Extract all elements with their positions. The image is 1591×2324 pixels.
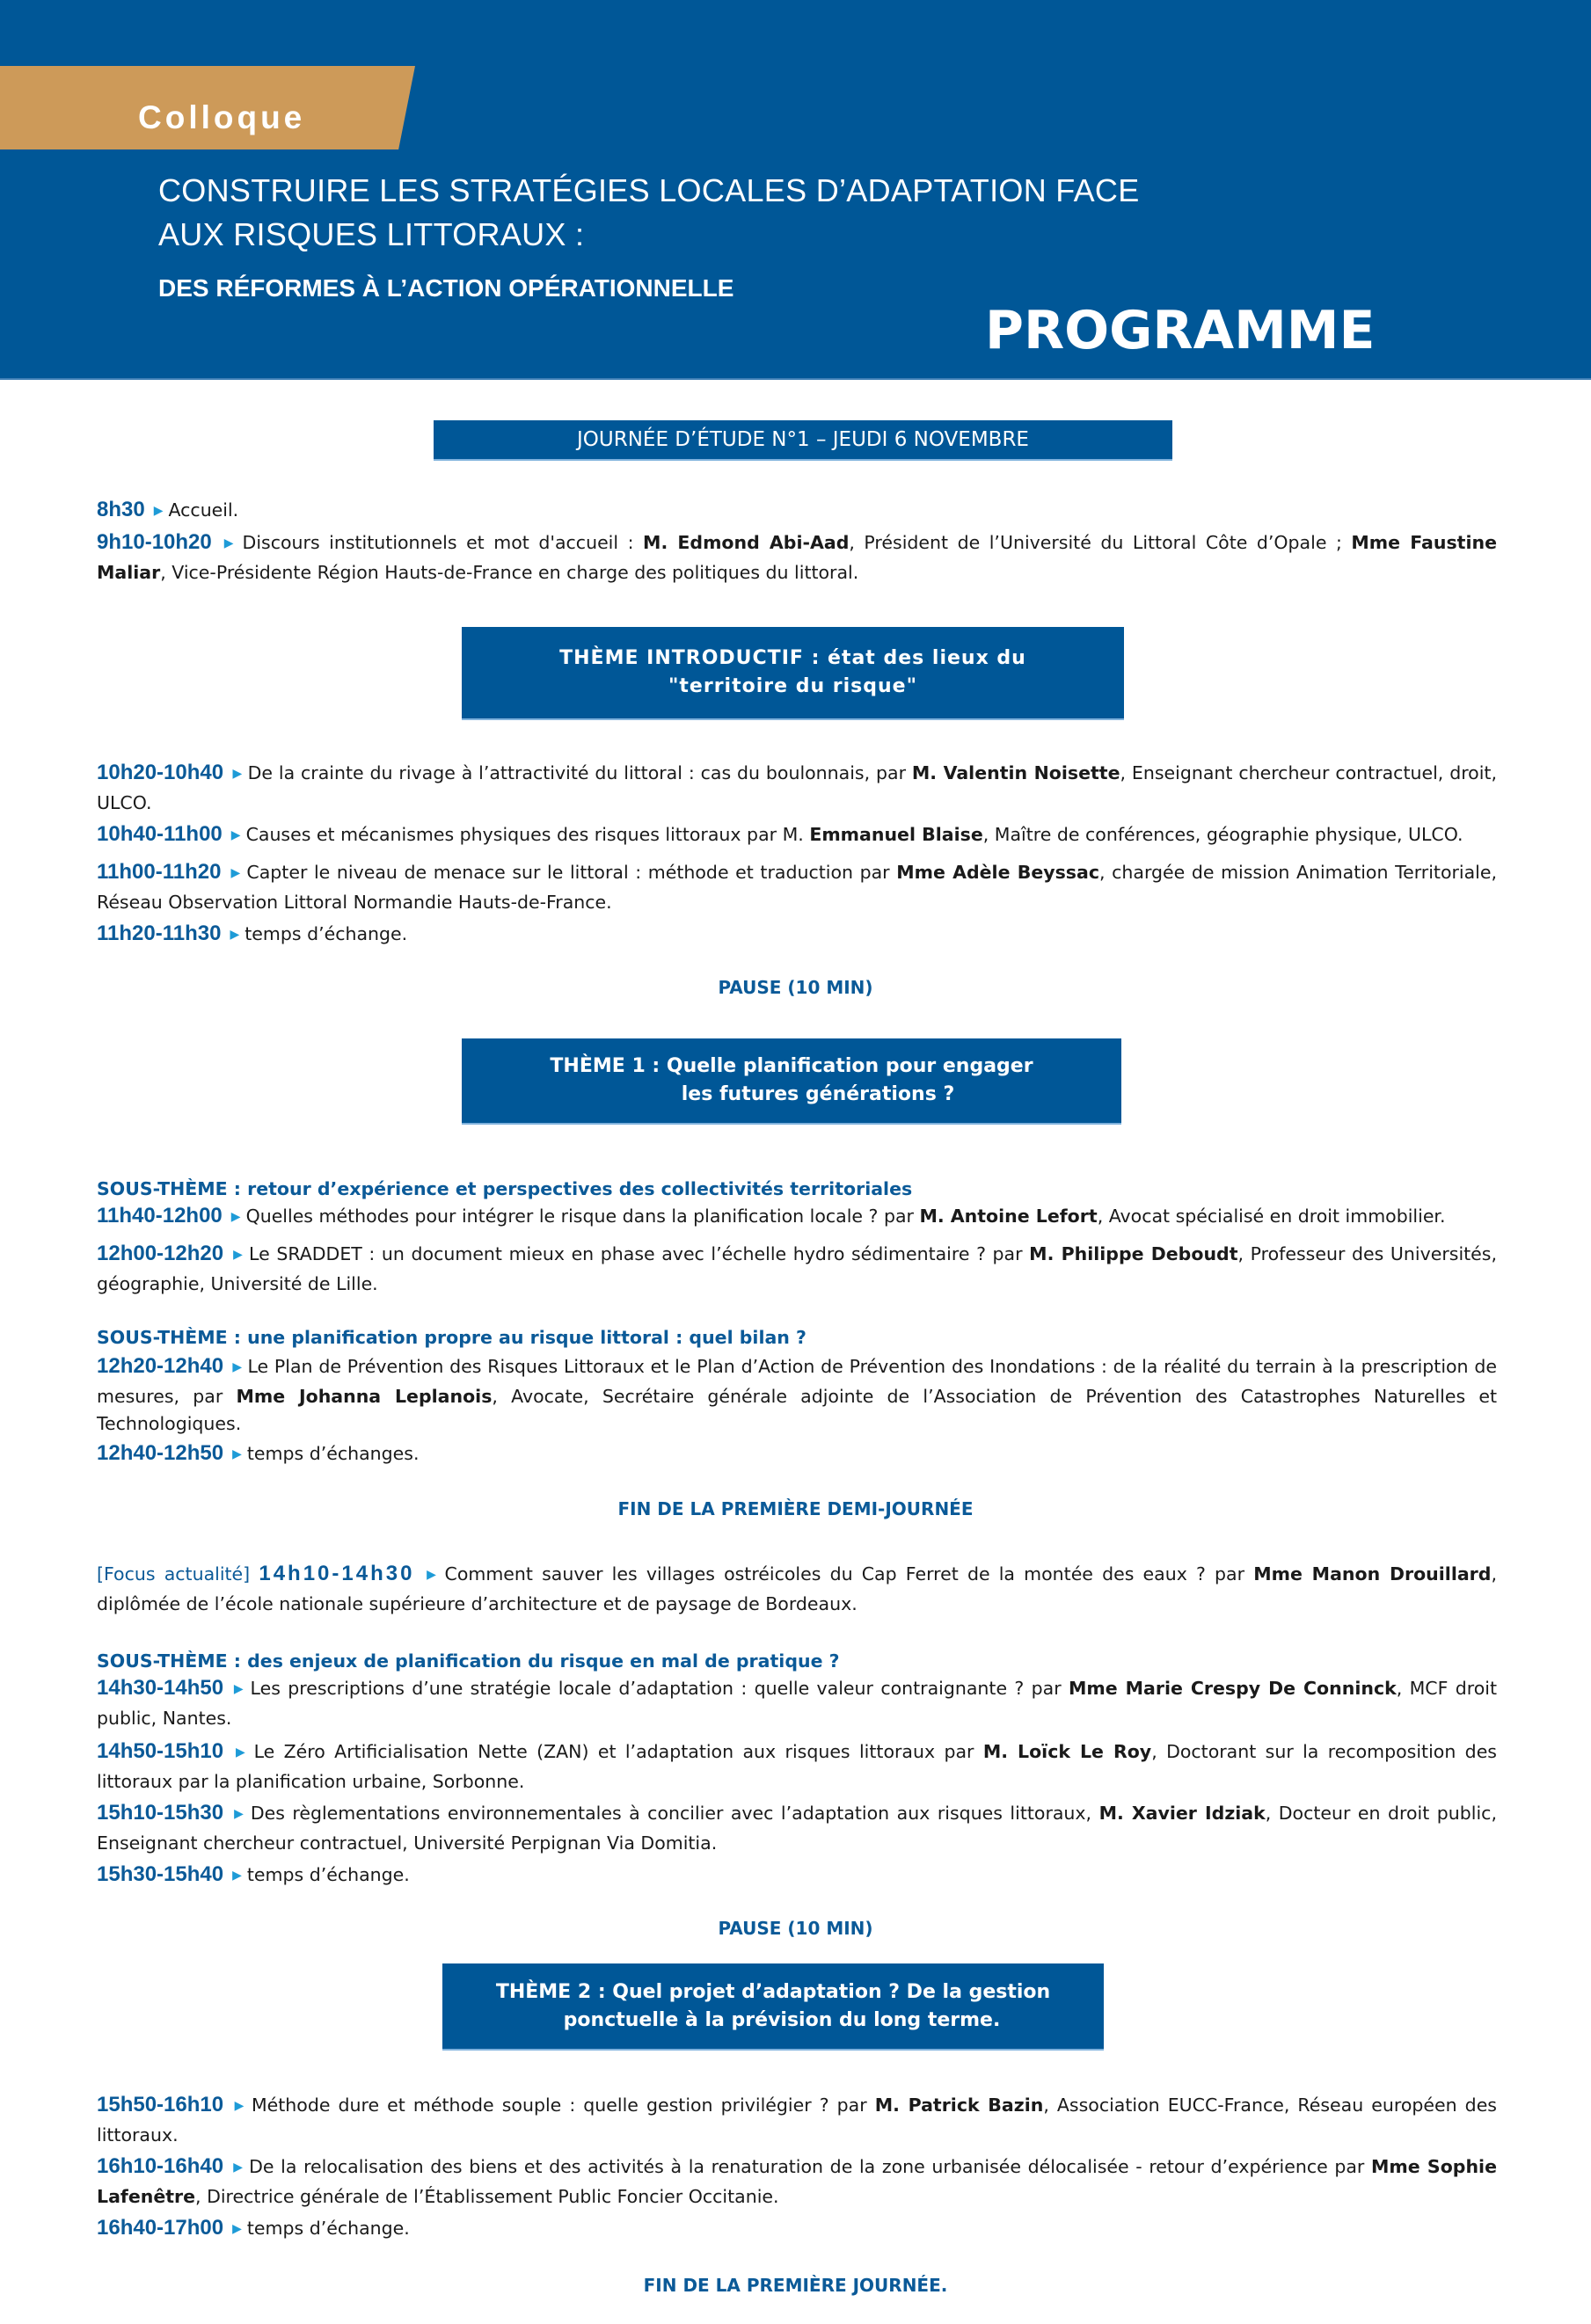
item-text: , Doctorant sur la recomposition des littoraux par la planification urbaine, Sorbonne. — [97, 1741, 1497, 1792]
time-label: 15h10-15h30 — [97, 1801, 224, 1825]
schedule-item — [97, 2214, 1497, 2245]
theme-2-box — [442, 1963, 1104, 2051]
arrow-right-icon: ▶ — [232, 1447, 242, 1461]
item-text: , Enseignant chercheur contractuel, droit, ULCO. — [97, 762, 1497, 813]
theme-intro-box — [462, 627, 1124, 720]
schedule-item — [97, 1674, 1497, 1732]
time-label: 8h30 — [97, 498, 145, 521]
time-label: 11h00-11h20 — [97, 860, 222, 884]
schedule-item — [97, 2153, 1497, 2211]
item-text: Méthode dure et méthode souple : quelle gestion privilégier ? par — [251, 2095, 875, 2116]
time-label: 12h20-12h40 — [97, 1354, 224, 1378]
item-text: Le SRADDET : un document mieux en phase avec l’échelle hydro sédimentaire ? par — [249, 1243, 1030, 1264]
item-text: Quelles méthodes pour intégrer le risque dans la planification locale ? par — [245, 1206, 920, 1227]
speaker-name: M. Loïck Le Roy — [982, 1741, 1152, 1762]
arrow-right-icon: ▶ — [230, 1210, 241, 1224]
schedule-item — [97, 1202, 1497, 1233]
speaker-name: Mme Marie Crespy De Conninck — [1068, 1678, 1397, 1699]
item-text: Les prescriptions d’une stratégie locale d’adaptation : quelle valeur contraignante ? par — [250, 1678, 1069, 1699]
header-banner — [0, 0, 1591, 380]
time-label: 10h40-11h00 — [97, 822, 223, 846]
item-text: Le Zéro Artificialisation Nette (ZAN) et l’adaptation aux risques littoraux par — [253, 1741, 983, 1762]
theme-1-line-2: les futures générations ? — [681, 1083, 955, 1105]
time-label: 12h40-12h50 — [97, 1441, 224, 1465]
item-text: temps d’échange. — [246, 2218, 410, 2239]
arrow-right-icon: ▶ — [232, 767, 243, 781]
arrow-right-icon: ▶ — [232, 2160, 244, 2175]
schedule-item — [97, 1240, 1497, 1298]
schedule-item — [97, 920, 1497, 951]
theme-1-line-1: THÈME 1 : Quelle planification pour engager — [550, 1055, 1033, 1077]
schedule-item — [97, 858, 1497, 916]
arrow-right-icon: ▶ — [232, 1807, 245, 1821]
item-text: Discours institutionnels et mot d'accueil : — [242, 532, 644, 553]
sous-theme-heading: SOUS-THÈME : une planification propre au risque littoral : quel bilan ? — [97, 1327, 806, 1348]
focus-item — [97, 1560, 1497, 1618]
item-text: temps d’échange. — [246, 1864, 410, 1885]
speaker-name: Mme Sophie Lafenêtre — [97, 2156, 1497, 2207]
subtitle: DES RÉFORMES À L’ACTION OPÉRATIONNELLE — [158, 274, 734, 302]
item-text: , Président de l’Université du Littoral Côte d’Opale ; — [849, 532, 1352, 553]
time-label: 14h50-15h10 — [97, 1739, 224, 1763]
item-text: , Professeur des Universités, géographie, Université de Lille. — [97, 1243, 1497, 1294]
day-heading: JOURNÉE D’ÉTUDE N°1 – JEUDI 6 NOVEMBRE — [577, 428, 1029, 451]
schedule-item — [97, 528, 1497, 586]
end-half-day-label: FIN DE LA PREMIÈRE DEMI-JOURNÉE — [617, 1498, 974, 1519]
time-label: 11h20-11h30 — [97, 922, 222, 945]
schedule-item — [97, 820, 1497, 851]
theme-intro-line-1: THÈME INTRODUCTIF : état des lieux du — [559, 647, 1026, 669]
time-label: 16h40-17h00 — [97, 2216, 224, 2240]
speaker-name: M. Antoine Lefort — [919, 1206, 1098, 1227]
speaker-name: Mme Manon Drouillard — [1253, 1563, 1492, 1585]
item-text: temps d’échange. — [244, 923, 408, 944]
speaker-name: M. Xavier Idziak — [1098, 1803, 1266, 1824]
speaker-name: M. Patrick Bazin — [874, 2095, 1044, 2116]
arrow-right-icon: ▶ — [220, 536, 237, 550]
item-text: Capter le niveau de menace sur le littoral : méthode et traduction par — [246, 862, 897, 883]
day-heading-box — [434, 420, 1172, 461]
item-text: , chargée de mission Animation Territoriale, Réseau Observation Littoral Normandie Hauts-de-France. — [97, 862, 1498, 913]
pause-label: PAUSE (10 MIN) — [718, 977, 873, 998]
title-line-2: AUX RISQUES LITTORAUX : — [158, 216, 585, 252]
arrow-right-icon: ▶ — [232, 1682, 245, 1696]
programme-title: PROGRAMME — [985, 300, 1376, 361]
time-label: 12h00-12h20 — [97, 1242, 224, 1265]
time-label: 16h10-16h40 — [97, 2154, 224, 2178]
theme-2-line-1: THÈME 2 : Quel projet d’adaptation ? De la gestion — [495, 1980, 1051, 2003]
item-text: , MCF droit public, Nantes. — [97, 1678, 1498, 1729]
end-day-label: FIN DE LA PREMIÈRE JOURNÉE. — [643, 2275, 948, 2296]
schedule-item — [97, 1439, 1497, 1470]
theme-intro-line-2: "territoire du risque" — [668, 675, 918, 697]
time-label: 15h50-16h10 — [97, 2093, 224, 2116]
speaker-name: Emmanuel Blaise — [809, 824, 983, 845]
programme-body — [0, 420, 1591, 2324]
item-text: Le Plan de Prévention des Risques Littoraux et le Plan d’Action de Prévention des Inondations : de la réalité du terrain à la prescription de mesures, par — [97, 1356, 1497, 1407]
item-text: Des règlementations environnementales à concilier avec l’adaptation aux risques littoraux, — [250, 1803, 1099, 1824]
arrow-right-icon: ▶ — [232, 1869, 242, 1883]
speaker-name: Mme Faustine Maliar — [97, 532, 1497, 583]
speaker-name: M. Valentin Noisette — [911, 762, 1120, 783]
time-label: 14h10-14h30 — [259, 1562, 415, 1585]
pause-label: PAUSE (10 MIN) — [718, 1918, 873, 1939]
arrow-right-icon: ▶ — [153, 504, 164, 518]
schedule-item — [97, 1799, 1497, 1857]
speaker-name: M. Edmond Abi-Aad — [643, 532, 850, 553]
speaker-name: M. Philippe Deboudt — [1029, 1243, 1238, 1264]
schedule-item — [97, 1352, 1497, 1438]
item-text: , Maître de conférences, géographie physique, ULCO. — [982, 824, 1463, 845]
arrow-right-icon: ▶ — [232, 2222, 242, 2236]
focus-prefix: [Focus actualité] — [97, 1563, 259, 1585]
sous-theme-heading: SOUS-THÈME : des enjeux de planification du risque en mal de pratique ? — [97, 1650, 840, 1672]
time-label: 9h10-10h20 — [97, 530, 212, 554]
item-text: Accueil. — [168, 499, 239, 521]
item-text: De la crainte du rivage à l’attractivité du littoral : cas du boulonnais, par — [247, 762, 912, 783]
item-text: , Avocat spécialisé en droit immobilier. — [1097, 1206, 1446, 1227]
arrow-right-icon: ▶ — [230, 866, 242, 880]
colloque-label: Colloque — [138, 99, 306, 135]
item-text: Causes et mécanismes physiques des risques littoraux par M. — [245, 824, 810, 845]
speaker-name: Mme Johanna Leplanois — [236, 1386, 493, 1407]
arrow-right-icon: ▶ — [232, 1745, 249, 1759]
item-text: De la relocalisation des biens et des activités à la renaturation de la zone urbanisée délocalisée - retour d’expérience par — [249, 2156, 1371, 2177]
arrow-right-icon: ▶ — [230, 828, 241, 842]
speaker-name: Mme Adèle Beyssac — [896, 862, 1099, 883]
arrow-right-icon: ▶ — [232, 1248, 244, 1262]
item-text: , Docteur en droit public, Enseignant chercheur contractuel, Université Perpignan Via Domitia. — [97, 1803, 1497, 1854]
schedule-item — [97, 1738, 1497, 1796]
item-text: , Directrice générale de l’Établissement Public Foncier Occitanie. — [195, 2186, 779, 2207]
schedule-item — [97, 496, 1497, 527]
arrow-right-icon: ▶ — [232, 1360, 243, 1374]
item-text: , Vice-Présidente Région Hauts-de-France en charge des politiques du littoral. — [160, 562, 859, 583]
theme-2-line-2: ponctuelle à la prévision du long terme. — [563, 2008, 1001, 2031]
item-text: temps d’échanges. — [246, 1443, 420, 1464]
time-label: 14h30-14h50 — [97, 1676, 224, 1700]
schedule-item — [97, 759, 1497, 817]
sous-theme-heading: SOUS-THÈME : retour d’expérience et perspectives des collectivités territoriales — [97, 1178, 913, 1199]
theme-1-box — [462, 1038, 1121, 1125]
arrow-right-icon: ▶ — [232, 2099, 246, 2113]
time-label: 15h30-15h40 — [97, 1862, 224, 1886]
title-line-1: CONSTRUIRE LES STRATÉGIES LOCALES D’ADAPTATION FACE — [158, 172, 1140, 208]
item-text: Comment sauver les villages ostréicoles du Cap Ferret de la montée des eaux ? par — [444, 1563, 1254, 1585]
arrow-right-icon: ▶ — [423, 1568, 440, 1582]
item-text: , diplômée de l’école nationale supérieure d’architecture et de paysage de Bordeaux. — [97, 1563, 1497, 1614]
schedule-item — [97, 1861, 1497, 1891]
item-text: , Association EUCC-France, Réseau européen des littoraux. — [97, 2095, 1497, 2146]
time-label: 11h40-12h00 — [97, 1204, 223, 1228]
time-label: 10h20-10h40 — [97, 761, 224, 784]
item-text: , Avocate, Secrétaire générale adjointe de l’Association de Prévention des Catastrophes Naturelles et Technologiques. — [97, 1386, 1497, 1434]
arrow-right-icon: ▶ — [230, 928, 240, 942]
schedule-item — [97, 2091, 1497, 2149]
